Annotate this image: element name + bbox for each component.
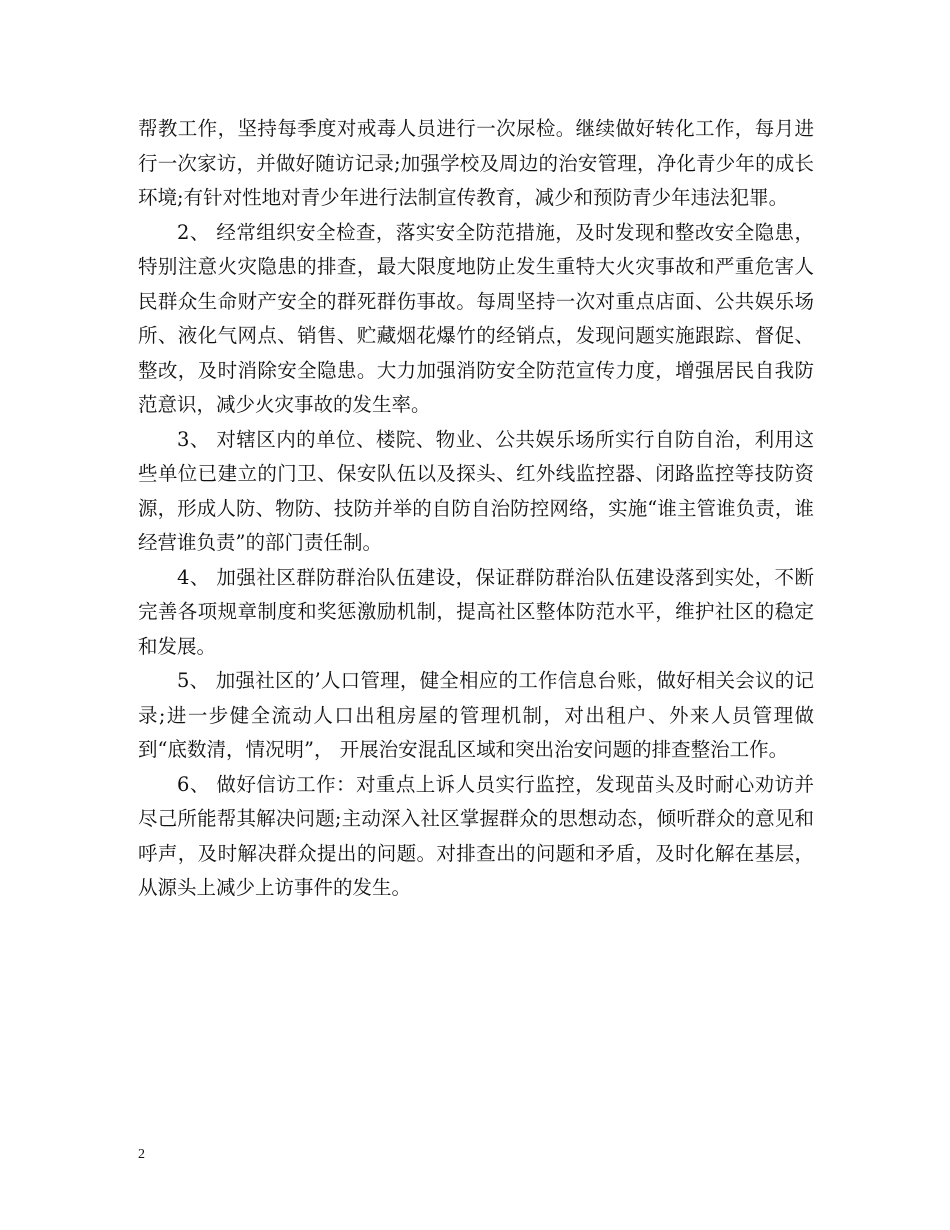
paragraph-item-2: 2、 经常组织安全检查，落实安全防范措施，及时发现和整改安全隐患，特别注意火灾隐患的排查，最大限度地防止发生重特大火灾事故和严重危害人民群众生命财产安全的群死群伤事故。每周坚持一次对重点店面、公共娱乐场所、液化气网点、销售、贮藏烟花爆竹的经销点，发现问题实施跟踪、督促、整改，及时消除安全隐患。大力加强消防安全防范宣传力度，增强居民自我防范意识，减少火灾事故的发生率。	[138, 220, 814, 416]
paragraph-item-5: 5、 加强社区的’人口管理，健全相应的工作信息台账，做好相关会议的记录;进一步健全流动人口出租房屋的管理机制，对出租户、外来人员管理做到“底数清，情况明”， 开展治安混乱区域和突出治安问题的排查整治工作。	[138, 669, 814, 761]
page-number: 2	[138, 1147, 145, 1162]
paragraph-item-6: 6、 做好信访工作：对重点上诉人员实行监控，发现苗头及时耐心劝访并尽己所能帮其解决问题;主动深入社区掌握群众的思想动态，倾听群众的意见和呼声，及时解决群众提出的问题。对排查出的问题和矛盾，及时化解在基层，从源头上减少上访事件的发生。	[138, 772, 814, 899]
document-body	[138, 112, 814, 906]
paragraph-item-4: 4、 加强社区群防群治队伍建设，保证群防群治队伍建设落到实处，不断完善各项规章制度和奖惩激励机制，提高社区整体防范水平，维护社区的稳定和发展。	[138, 565, 814, 658]
paragraph-item-3: 3、 对辖区内的单位、楼院、物业、公共娱乐场所实行自防自治，利用这些单位已建立的门卫、保安队伍以及探头、红外线监控器、闭路监控等技防资源，形成人防、物防、技防并举的自防自治防控网络，实施“谁主管谁负责，谁经营谁负责”的部门责任制。	[138, 427, 814, 554]
paragraph-continued: 帮教工作，坚持每季度对戒毒人员进行一次尿检。继续做好转化工作，每月进行一次家访，并做好随访记录;加强学校及周边的治安管理，净化青少年的成长环境;有针对性地对青少年进行法制宣传教育，减少和预防青少年违法犯罪。	[138, 117, 814, 209]
